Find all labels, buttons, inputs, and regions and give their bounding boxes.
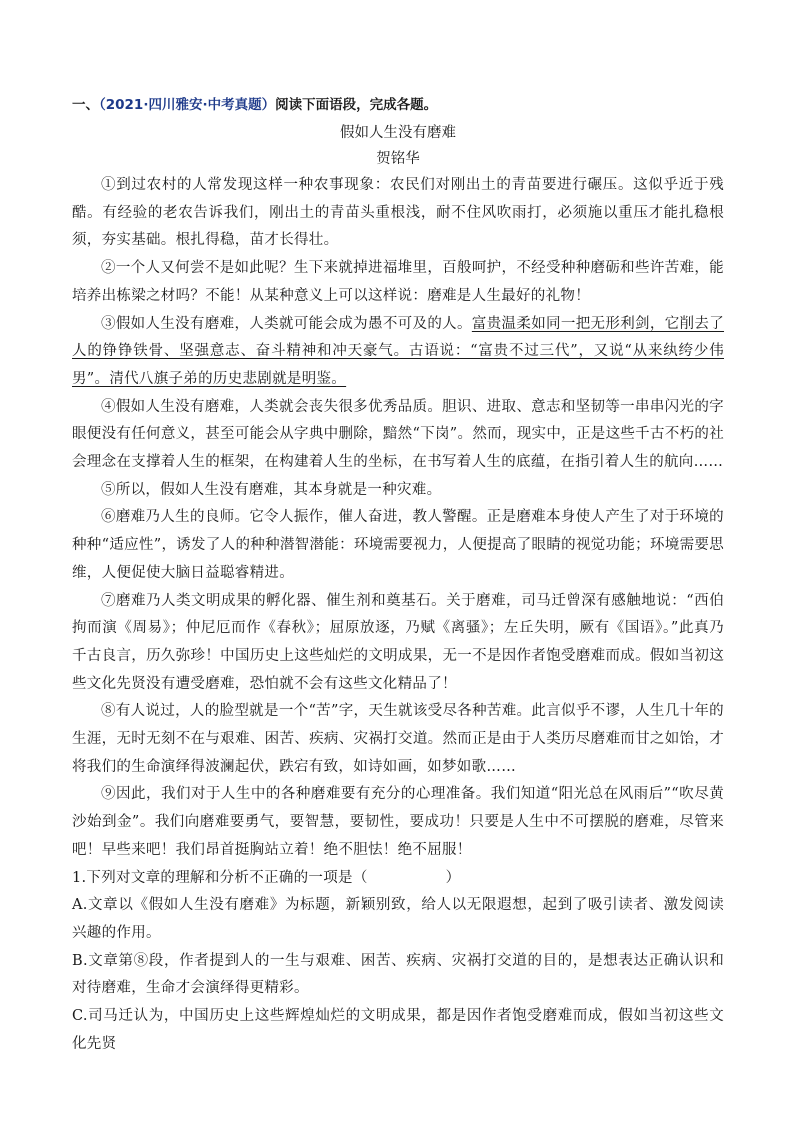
option-a: A.文章以《假如人生没有磨难》为标题，新颖别致，给人以无限遐想，起到了吸引读者、激发阅读兴趣的作用。: [72, 897, 724, 941]
paragraph-4: ④假如人生没有磨难，人类就会丧失很多优秀品质。胆识、进取、意志和坚韧等一串串闪光的字眼便没有任何意义，甚至可能会从字典中删除，黯然“下岗”。然而，现实中，正是这些千古不朽的社会理念在支撑着人生的框架，在构建着人生的坐标，在书写着人生的底蕴，在指引着人生的航向……: [72, 398, 724, 471]
paragraph-5: ⑤所以，假如人生没有磨难，其本身就是一种灾难。: [101, 481, 442, 498]
paragraph-7: ⑦磨难乃人类文明成果的孵化器、催生剂和奠基石。关于磨难，司马迁曾深有感触地说：“西伯拘而演《周易》；仲尼厄而作《春秋》；屈原放逐，乃赋《离骚》；左丘失明，厥有《国语》。”此真乃千古良言，历久弥珍！中国历史上这些灿烂的文明成果，无一不是因作者饱受磨难而成。假如当初这些文化先贤没有遭受磨难，恐怕就不会有这些文化精品了！: [72, 592, 724, 692]
paragraph-8: ⑧有人说过，人的脸型就是一个“苦”字，天生就该受尽各种苦难。此言似乎不谬，人生几十年的生涯，无时无刻不在与艰难、困苦、疾病、灾祸打交道。然而正是由于人类历尽磨难而甘之如饴，才将我们的生命演绎得波澜起伏，跌宕有致，如诗如画，如梦如歌……: [72, 703, 724, 775]
paragraph-1: ①到过农村的人常发现这样一种农事现象：农民们对刚出土的青苗要进行碾压。这似乎近于残酷。有经验的老农告诉我们，刚出土的青苗头重根浅，耐不住风吹雨打，必须施以重压才能扎稳根须，夯实基础。根扎得稳，苗才长得壮。: [72, 177, 724, 249]
question-stem: [72, 865, 724, 893]
article-author: 贺铭华: [376, 151, 420, 167]
section-heading: [72, 92, 724, 118]
paragraph-3: [72, 311, 724, 394]
article-title: 假如人生没有磨难: [340, 125, 456, 141]
option-c: C.司马迁认为，中国历史上这些辉煌灿烂的文明成果，都是因作者饱受磨难而成，假如当初这些文化先贤: [72, 1008, 724, 1052]
heading-instruction: 阅读下面语段，完成各题。: [275, 97, 438, 113]
paragraph-2: ②一个人又何尝不是如此呢？生下来就掉进福堆里，百般呵护，不经受种种磨砺和些许苦难，能培养出栋梁之材吗？不能！从某种意义上可以这样说：磨难是人生最好的礼物！: [72, 260, 724, 304]
paragraph-3-underlined: 富贵温柔如同一把无形利剑，它削去了人的铮铮铁骨、坚强意志、奋斗精神和冲天豪气。古语说：“富贵不过三代”，又说“从来纨绔少伟男”。清代八旗子弟的历史悲剧就是明鉴。: [72, 315, 725, 387]
heading-prefix: 一、: [72, 97, 99, 113]
option-b: B.文章第⑧段，作者提到人的一生与艰难、困苦、疾病、灾祸打交道的目的，是想表达正确认识和对待磨难，生命才会演绎得更精彩。: [72, 952, 724, 997]
question-stem-text: 1.下列对文章的理解和分析不正确的一项是（: [72, 869, 368, 886]
exam-source: （2021·四川雅安·中考真题）: [99, 97, 276, 113]
document-page: [72, 92, 724, 1059]
paragraph-3-plain: ③假如人生没有磨难，人类就可能会成为愚不可及的人。: [101, 315, 472, 332]
paragraph-6: ⑥磨难乃人生的良师。它令人振作，催人奋进，教人警醒。正是磨难本身使人产生了对于环境的种种“适应性”，诱发了人的种种潜智潜能：环境需要视力，人便提高了眼睛的视觉功能；环境需要思维，人便促使大脑日益聪睿精进。: [72, 509, 724, 581]
paragraph-9: ⑨因此，我们对于人生中的各种磨难要有充分的心理准备。我们知道“阳光总在风雨后”“吹尽黄沙始到金”。我们向磨难要勇气，要智慧，要韧性，要成功！只要是人生中不可摆脱的磨难，尽管来吧！早些来吧！我们昂首挺胸站立着！绝不胆怯！绝不屈服！: [72, 786, 724, 858]
question-stem-close: ）: [445, 869, 461, 886]
